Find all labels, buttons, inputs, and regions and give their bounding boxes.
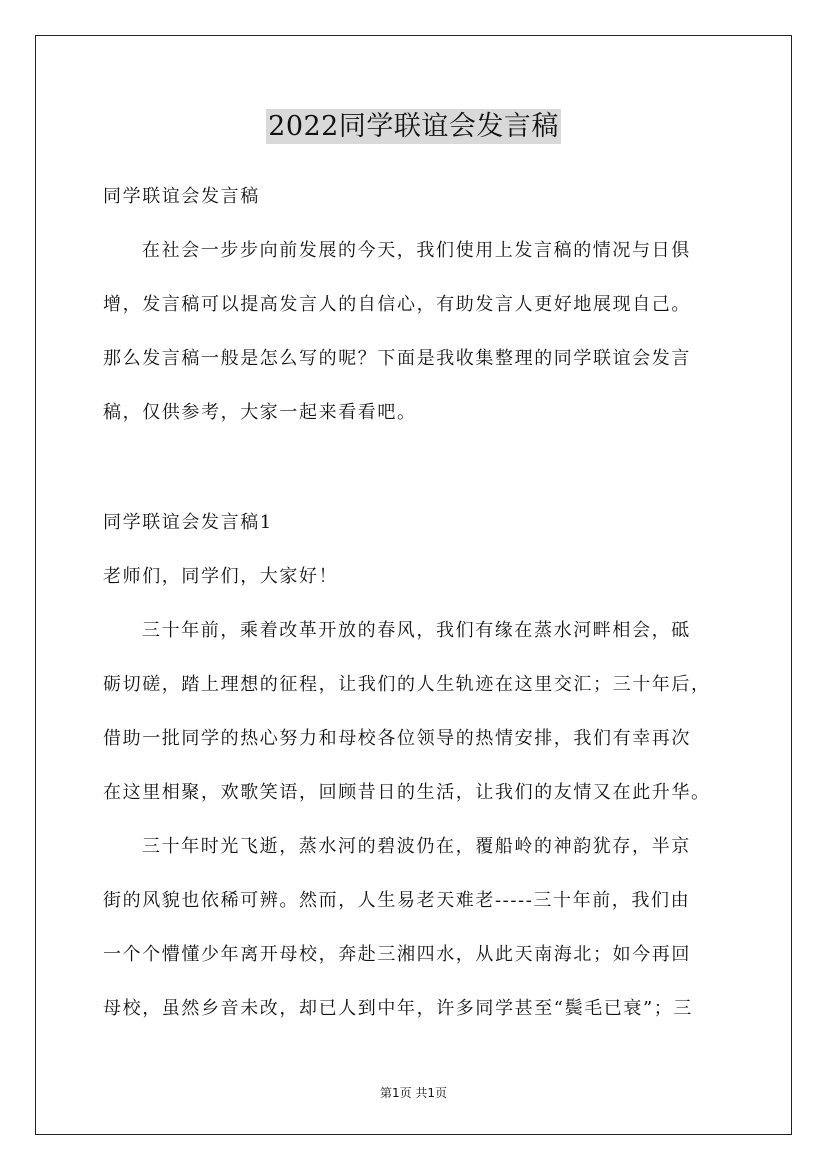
para1-line-2: 砺切磋，踏上理想的征程，让我们的人生轨迹在这里交汇；三十年后， <box>103 674 711 695</box>
intro-line-1: 在社会一步步向前发展的今天，我们使用上发言稿的情况与日俱 <box>142 240 691 261</box>
para2-line-2: 街的风貌也依稀可辨。然而，人生易老天难老-----三十年前，我们由 <box>103 890 691 911</box>
page-footer: 第1页 共1页 <box>379 1086 448 1100</box>
greeting: 老师们，同学们，大家好！ <box>103 566 339 587</box>
para2-line-4: 母校，虽然乡音未改，却已人到中年，许多同学甚至“鬓毛已衰”；三 <box>103 998 694 1019</box>
document-title: 2022同学联谊会发言稿 <box>268 111 559 142</box>
subtitle: 同学联谊会发言稿 <box>103 186 260 207</box>
para1-line-1: 三十年前，乘着改革开放的春风，我们有缘在蒸水河畔相会，砥 <box>142 620 691 641</box>
para1-line-4: 在这里相聚，欢歌笑语，回顾昔日的生活，让我们的友情又在此升华。 <box>103 782 711 803</box>
para1-line-3: 借助一批同学的热心努力和母校各位领导的热情安排，我们有幸再次 <box>103 728 691 749</box>
intro-line-4: 稿，仅供参考，大家一起来看看吧。 <box>103 402 417 423</box>
section-heading: 同学联谊会发言稿1 <box>103 512 273 533</box>
intro-line-3: 那么发言稿一般是怎么写的呢？下面是我收集整理的同学联谊会发言 <box>103 348 691 369</box>
intro-line-2: 增，发言稿可以提高发言人的自信心，有助发言人更好地展现自己。 <box>103 294 691 315</box>
para2-line-3: 一个个懵懂少年离开母校，奔赴三湘四水，从此天南海北；如今再回 <box>103 944 691 965</box>
para2-line-1: 三十年时光飞逝，蒸水河的碧波仍在，覆船岭的神韵犹存，半京 <box>142 836 691 857</box>
document-title-wrap <box>0 104 827 143</box>
